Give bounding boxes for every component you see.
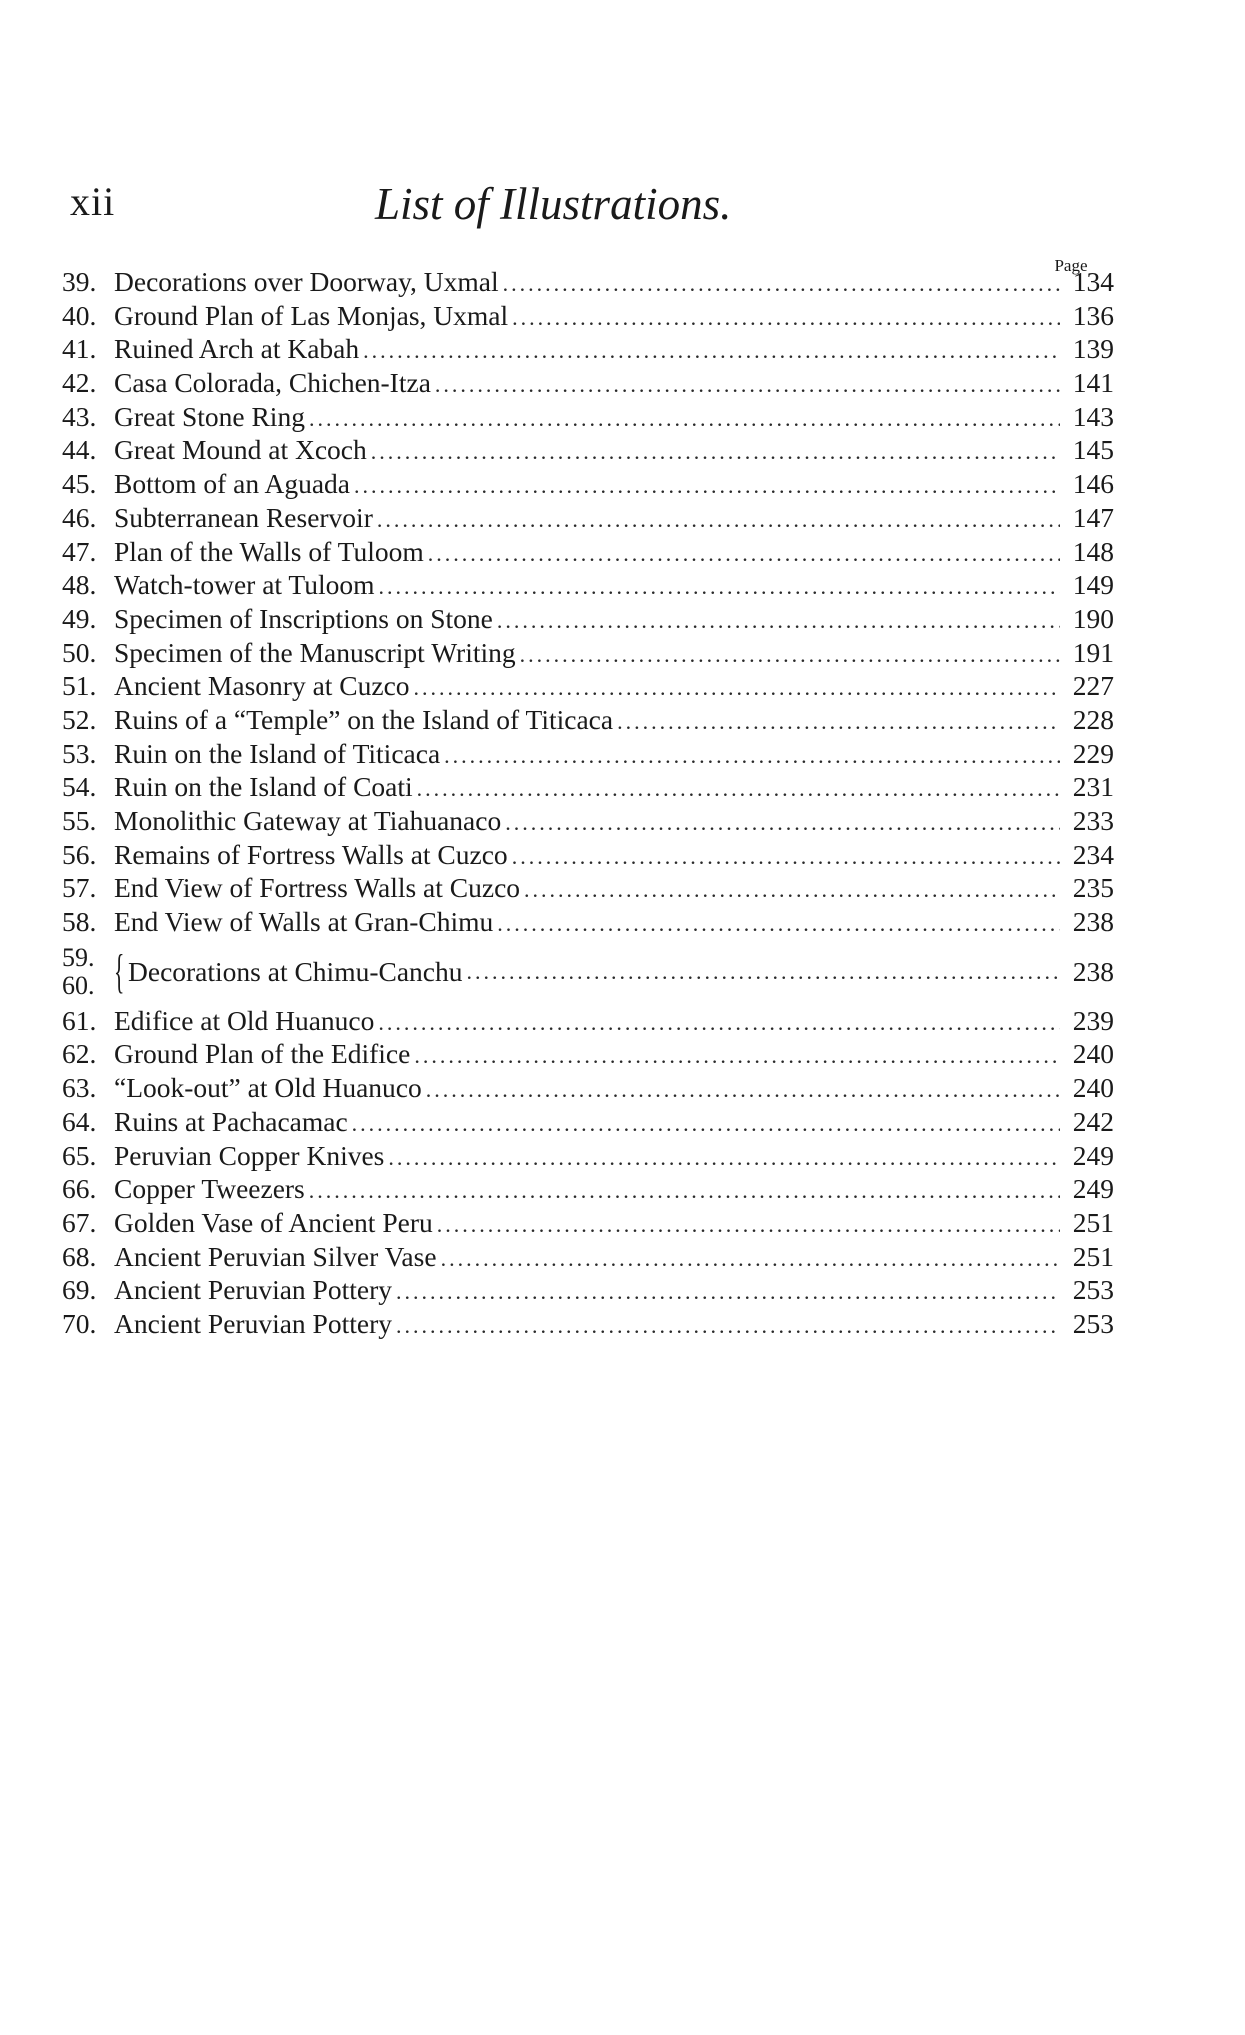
entry-number-group: [62, 944, 114, 1000]
entry-title: Decorations at Chimu-Canchu: [128, 956, 463, 988]
illustration-entry: [62, 704, 1114, 738]
entry-title: Subterranean Reservoir: [114, 501, 373, 533]
illustration-entry: [62, 1241, 1114, 1275]
dot-leader: [388, 1145, 1060, 1171]
entry-page-number: 134: [1072, 266, 1114, 297]
entry-page-number: 136: [1072, 299, 1114, 331]
dot-leader: [467, 959, 1061, 985]
dot-leader: [396, 1313, 1060, 1339]
entry-number: 50.: [62, 636, 97, 668]
entry-number: 49.: [62, 602, 97, 634]
entry-number: 51.: [62, 670, 97, 702]
dot-leader: [309, 406, 1060, 432]
dot-leader: [497, 911, 1060, 937]
entry-title: Ancient Peruvian Pottery: [114, 1274, 392, 1306]
illustration-entry: [62, 670, 1114, 704]
illustration-entry: [62, 300, 1114, 334]
illustration-entry: [62, 468, 1114, 502]
illustration-entry: [62, 940, 1114, 1005]
entry-number: 63.: [62, 1072, 97, 1104]
illustration-list: [62, 266, 1114, 1342]
entry-page-number: 240: [1072, 1038, 1114, 1070]
entry-number: 68.: [62, 1240, 97, 1272]
entry-number: 55.: [62, 805, 97, 836]
dot-leader: [371, 439, 1060, 465]
entry-number: 62.: [62, 1038, 97, 1070]
illustration-entry: [62, 1106, 1114, 1140]
dot-leader: [435, 372, 1060, 398]
entry-number: 69.: [62, 1274, 97, 1306]
entry-title: Monolithic Gateway at Tiahuanaco: [114, 805, 502, 836]
entry-title: Ancient Peruvian Silver Vase: [114, 1240, 437, 1272]
dot-leader: [377, 507, 1060, 533]
entry-page-number: 231: [1072, 771, 1114, 803]
entry-number: 65.: [62, 1139, 97, 1171]
entry-page-number: 249: [1072, 1173, 1114, 1205]
entry-page-number: 235: [1072, 872, 1114, 904]
entry-number: 39.: [62, 266, 97, 297]
brace-glyph: {: [114, 945, 125, 999]
entry-title: Peruvian Copper Knives: [114, 1139, 385, 1171]
entry-number: 42.: [62, 367, 97, 399]
illustration-entry: [62, 367, 1114, 401]
dot-leader: [497, 608, 1060, 634]
entry-number: 59.: [62, 943, 95, 973]
illustration-entry: [62, 738, 1114, 772]
entry-title: Plan of the Walls of Tuloom: [114, 535, 424, 567]
entry-page-number: 233: [1072, 805, 1114, 836]
illustration-entry: [62, 1072, 1114, 1106]
page-column-label: Page: [1054, 256, 1088, 275]
entry-number: 47.: [62, 535, 97, 567]
entry-number: 43.: [62, 400, 97, 432]
entry-title: Ground Plan of the Edifice: [114, 1038, 411, 1070]
illustration-entry: [62, 1038, 1114, 1072]
entry-number: 67.: [62, 1206, 97, 1238]
illustration-entry: [62, 502, 1114, 536]
dot-leader: [441, 1246, 1060, 1272]
page-title: List of Illustrations.: [375, 179, 732, 229]
dot-leader: [414, 675, 1060, 701]
entry-title: Ancient Peruvian Pottery: [114, 1307, 392, 1339]
dot-leader: [428, 541, 1060, 567]
entry-page-number: 227: [1072, 670, 1114, 702]
entry-page-number: 242: [1072, 1105, 1114, 1137]
entry-title: Specimen of the Manuscript Writing: [114, 636, 516, 668]
entry-title: Remains of Fortress Walls at Cuzco: [114, 838, 508, 870]
illustration-entry: [62, 1140, 1114, 1174]
entry-page-number: 234: [1072, 838, 1114, 870]
illustration-entry: [62, 266, 1114, 300]
illustration-entry: [62, 1005, 1114, 1039]
entry-title: Ruined Arch at Kabah: [114, 333, 360, 365]
entry-number: 44.: [62, 434, 97, 466]
entry-title: Watch-tower at Tuloom: [114, 569, 375, 601]
dot-leader: [437, 1212, 1060, 1238]
illustration-entry: [62, 603, 1114, 637]
entry-number: 57.: [62, 872, 97, 904]
entry-page-number: 240: [1072, 1072, 1114, 1104]
entry-title: Specimen of Inscriptions on Stone: [114, 602, 493, 634]
entry-number: 52.: [62, 703, 97, 735]
illustration-entry: [62, 434, 1114, 468]
entry-number: 64.: [62, 1105, 97, 1137]
entry-number: 48.: [62, 569, 97, 601]
illustration-entry: [62, 1173, 1114, 1207]
illustration-entry: [62, 569, 1114, 603]
entry-page-number: 190: [1072, 602, 1114, 634]
illustration-entry: [62, 771, 1114, 805]
dot-leader: [309, 1178, 1060, 1204]
entry-page-number: 145: [1072, 434, 1114, 466]
entry-page-number: 253: [1072, 1274, 1114, 1306]
entry-title: Bottom of an Aguada: [114, 468, 351, 500]
entry-page-number: 141: [1072, 367, 1114, 399]
entry-number: 54.: [62, 771, 97, 803]
entry-title: Great Mound at Xcoch: [114, 434, 367, 466]
dot-leader: [444, 743, 1060, 769]
entry-number: 56.: [62, 838, 97, 870]
entry-page-number: 143: [1072, 400, 1114, 432]
entry-number: 41.: [62, 333, 97, 365]
entry-number: 61.: [62, 1004, 97, 1036]
dot-leader: [505, 810, 1060, 836]
entry-page-number: 251: [1072, 1206, 1114, 1238]
entry-page-number: 191: [1072, 636, 1114, 668]
entry-title: End View of Fortress Walls at Cuzco: [114, 872, 521, 904]
entry-title: Casa Colorada, Chichen-Itza: [114, 367, 431, 399]
illustration-entry: [62, 805, 1114, 839]
entry-page-number: 139: [1072, 333, 1114, 365]
illustration-entry: [62, 1308, 1114, 1342]
entry-page-number: 249: [1072, 1139, 1114, 1171]
entry-title: Ancient Masonry at Cuzco: [114, 670, 410, 702]
entry-number: 66.: [62, 1173, 97, 1205]
entry-page-number: 148: [1072, 535, 1114, 567]
entry-page-number: 147: [1072, 501, 1114, 533]
entry-title: Ground Plan of Las Monjas, Uxmal: [114, 299, 509, 331]
dot-leader: [426, 1077, 1060, 1103]
dot-leader: [414, 1043, 1060, 1069]
dot-leader: [512, 844, 1060, 870]
running-header: [70, 178, 1115, 238]
dot-leader: [363, 338, 1060, 364]
page-folio: xii: [70, 179, 116, 224]
entry-number: 58.: [62, 906, 97, 938]
entry-page-number: 146: [1072, 468, 1114, 500]
illustration-entry: [62, 401, 1114, 435]
dot-leader: [379, 574, 1060, 600]
dot-leader: [417, 776, 1060, 802]
entry-page-number: 228: [1072, 703, 1114, 735]
dot-leader: [352, 1111, 1060, 1137]
entry-title: Ruins of a “Temple” on the Island of Titicaca: [114, 703, 614, 735]
entry-page-number: 229: [1072, 737, 1114, 769]
entry-title: Ruin on the Island of Titicaca: [114, 737, 441, 769]
illustration-entry: [62, 1207, 1114, 1241]
entry-page-number: 239: [1072, 1004, 1114, 1036]
entry-title: Golden Vase of Ancient Peru: [114, 1206, 433, 1238]
entry-number: 70.: [62, 1307, 97, 1339]
entry-title: End View of Walls at Gran-Chimu: [114, 906, 494, 938]
entry-page-number: 253: [1072, 1307, 1114, 1339]
illustration-entry: [62, 333, 1114, 367]
illustration-entry: [62, 637, 1114, 671]
entry-page-number: 251: [1072, 1240, 1114, 1272]
dot-leader: [524, 877, 1060, 903]
dot-leader: [503, 271, 1060, 297]
dot-leader: [512, 305, 1060, 331]
entry-number: 46.: [62, 501, 97, 533]
entry-number: 53.: [62, 737, 97, 769]
entry-number: 45.: [62, 468, 97, 500]
entry-title: Decorations over Doorway, Uxmal: [114, 266, 499, 297]
entry-page-number: 149: [1072, 569, 1114, 601]
dot-leader: [378, 1010, 1060, 1036]
entry-number: 40.: [62, 299, 97, 331]
dot-leader: [617, 709, 1060, 735]
entry-title: Copper Tweezers: [114, 1173, 305, 1205]
entry-number: 60.: [62, 971, 95, 1001]
illustration-entry: [62, 536, 1114, 570]
entry-title: “Look-out” at Old Huanuco: [114, 1072, 422, 1104]
entry-page-number: 238: [1072, 906, 1114, 938]
illustration-entry: [62, 1274, 1114, 1308]
entry-page-number: 238: [1072, 956, 1114, 988]
entry-title: Ruins at Pachacamac: [114, 1105, 348, 1137]
illustration-entry: [62, 839, 1114, 873]
illustration-entry: [62, 906, 1114, 940]
illustration-entry: [62, 872, 1114, 906]
dot-leader: [520, 642, 1060, 668]
entry-title: Ruin on the Island of Coati: [114, 771, 413, 803]
dot-leader: [396, 1279, 1060, 1305]
entry-title: Great Stone Ring: [114, 400, 305, 432]
dot-leader: [354, 473, 1060, 499]
entry-title: Edifice at Old Huanuco: [114, 1004, 375, 1036]
